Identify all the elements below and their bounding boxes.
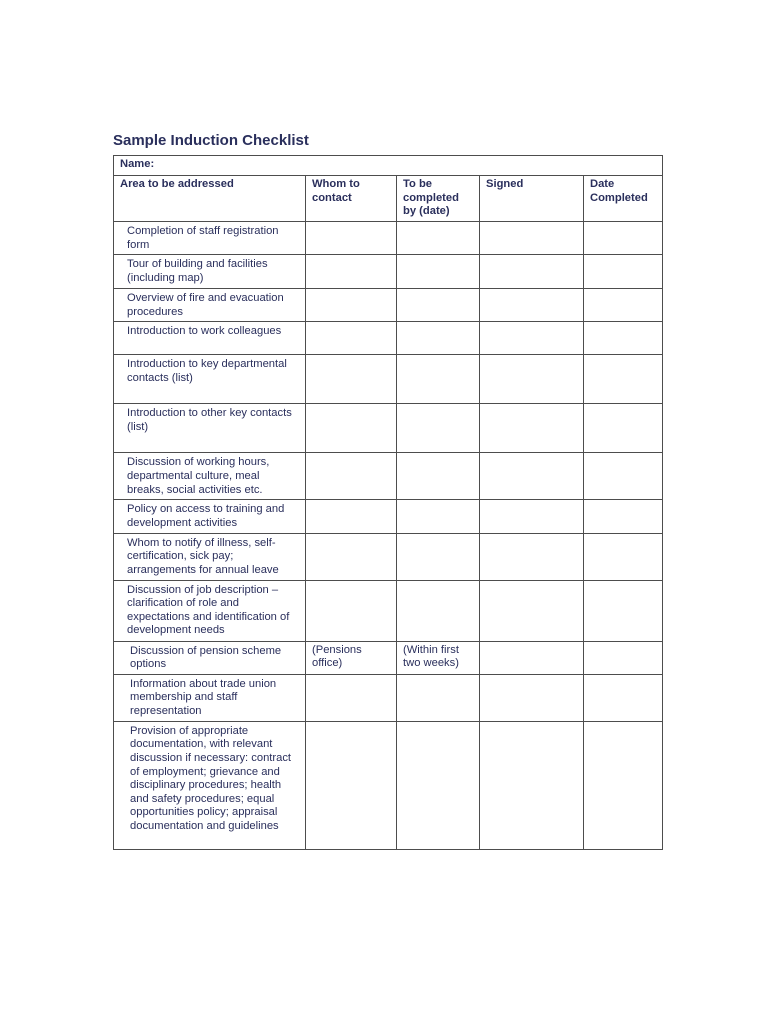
by-date-cell[interactable]: [397, 255, 480, 289]
by-date-cell[interactable]: [397, 674, 480, 721]
area-cell: Overview of fire and evacuation procedures: [114, 289, 306, 322]
area-cell: Policy on access to training and development activities: [114, 500, 306, 533]
date-completed-cell[interactable]: [584, 533, 663, 580]
date-completed-cell[interactable]: [584, 322, 663, 355]
table-row: [114, 355, 663, 404]
table-row: [114, 322, 663, 355]
date-completed-cell[interactable]: [584, 289, 663, 322]
area-cell: Discussion of pension scheme options: [114, 641, 306, 674]
whom-cell[interactable]: [306, 453, 397, 500]
table-row: [114, 289, 663, 322]
area-cell: Completion of staff registration form: [114, 222, 306, 255]
table-row: [114, 674, 663, 721]
whom-cell[interactable]: [306, 222, 397, 255]
date-completed-cell[interactable]: [584, 580, 663, 641]
signed-cell[interactable]: [480, 404, 584, 453]
by-date-cell[interactable]: [397, 533, 480, 580]
date-completed-cell[interactable]: [584, 355, 663, 404]
by-date-cell[interactable]: [397, 222, 480, 255]
by-date-cell[interactable]: [397, 404, 480, 453]
date-completed-cell[interactable]: [584, 674, 663, 721]
by-date-cell[interactable]: [397, 289, 480, 322]
date-completed-cell[interactable]: [584, 222, 663, 255]
date-completed-cell[interactable]: [584, 404, 663, 453]
by-date-cell[interactable]: [397, 580, 480, 641]
name-row: [114, 156, 663, 176]
whom-cell[interactable]: [306, 355, 397, 404]
table-row: [114, 641, 663, 674]
signed-cell[interactable]: [480, 222, 584, 255]
table-row: [114, 580, 663, 641]
whom-cell[interactable]: [306, 289, 397, 322]
signed-cell[interactable]: [480, 355, 584, 404]
by-date-cell[interactable]: [397, 322, 480, 355]
area-cell: Provision of appropriate documentation, with relevant discussion if necessary: contract of employment; grievance and disciplinary procedures; health and safety procedures; equal opportunities policy; appraisal documentation and guidelines: [114, 721, 306, 849]
column-header-by-date: To be completed by (date): [397, 176, 480, 222]
date-completed-cell[interactable]: [584, 453, 663, 500]
date-completed-cell[interactable]: [584, 255, 663, 289]
signed-cell[interactable]: [480, 255, 584, 289]
table-row: [114, 500, 663, 533]
induction-checklist-table: [113, 155, 663, 850]
date-completed-cell[interactable]: [584, 500, 663, 533]
whom-cell[interactable]: [306, 500, 397, 533]
signed-cell[interactable]: [480, 533, 584, 580]
by-date-cell[interactable]: [397, 500, 480, 533]
signed-cell[interactable]: [480, 500, 584, 533]
signed-cell[interactable]: [480, 641, 584, 674]
whom-cell[interactable]: [306, 721, 397, 849]
whom-cell[interactable]: [306, 322, 397, 355]
by-date-cell[interactable]: [397, 453, 480, 500]
whom-cell[interactable]: [306, 533, 397, 580]
area-cell: Information about trade union membership and staff representation: [114, 674, 306, 721]
table-row: [114, 453, 663, 500]
date-completed-cell[interactable]: [584, 641, 663, 674]
table-row: [114, 721, 663, 849]
signed-cell[interactable]: [480, 674, 584, 721]
column-header-signed: Signed: [480, 176, 584, 222]
table-row: [114, 533, 663, 580]
area-cell: Whom to notify of illness, self-certification, sick pay; arrangements for annual leave: [114, 533, 306, 580]
page-title: Sample Induction Checklist: [113, 132, 309, 149]
name-label: Name:: [120, 158, 155, 170]
area-cell: Discussion of working hours, departmental culture, meal breaks, social activities etc.: [114, 453, 306, 500]
column-header-date-completed: Date Completed: [584, 176, 663, 222]
whom-cell[interactable]: [306, 674, 397, 721]
table-row: [114, 255, 663, 289]
column-header-area: Area to be addressed: [114, 176, 306, 222]
name-field[interactable]: [114, 156, 663, 176]
header-row: [114, 176, 663, 222]
table-row: [114, 222, 663, 255]
date-completed-cell[interactable]: [584, 721, 663, 849]
column-header-whom: Whom to contact: [306, 176, 397, 222]
table-row: [114, 404, 663, 453]
signed-cell[interactable]: [480, 289, 584, 322]
signed-cell[interactable]: [480, 721, 584, 849]
area-cell: Introduction to key departmental contacts (list): [114, 355, 306, 404]
area-cell: Tour of building and facilities (including map): [114, 255, 306, 289]
by-date-cell[interactable]: [397, 355, 480, 404]
whom-cell[interactable]: [306, 404, 397, 453]
by-date-cell[interactable]: (Within first two weeks): [397, 641, 480, 674]
area-cell: Introduction to work colleagues: [114, 322, 306, 355]
whom-cell[interactable]: [306, 255, 397, 289]
signed-cell[interactable]: [480, 322, 584, 355]
signed-cell[interactable]: [480, 453, 584, 500]
whom-cell[interactable]: [306, 580, 397, 641]
area-cell: Introduction to other key contacts (list): [114, 404, 306, 453]
area-cell: Discussion of job description – clarification of role and expectations and identification of development needs: [114, 580, 306, 641]
whom-cell[interactable]: (Pensions office): [306, 641, 397, 674]
signed-cell[interactable]: [480, 580, 584, 641]
by-date-cell[interactable]: [397, 721, 480, 849]
